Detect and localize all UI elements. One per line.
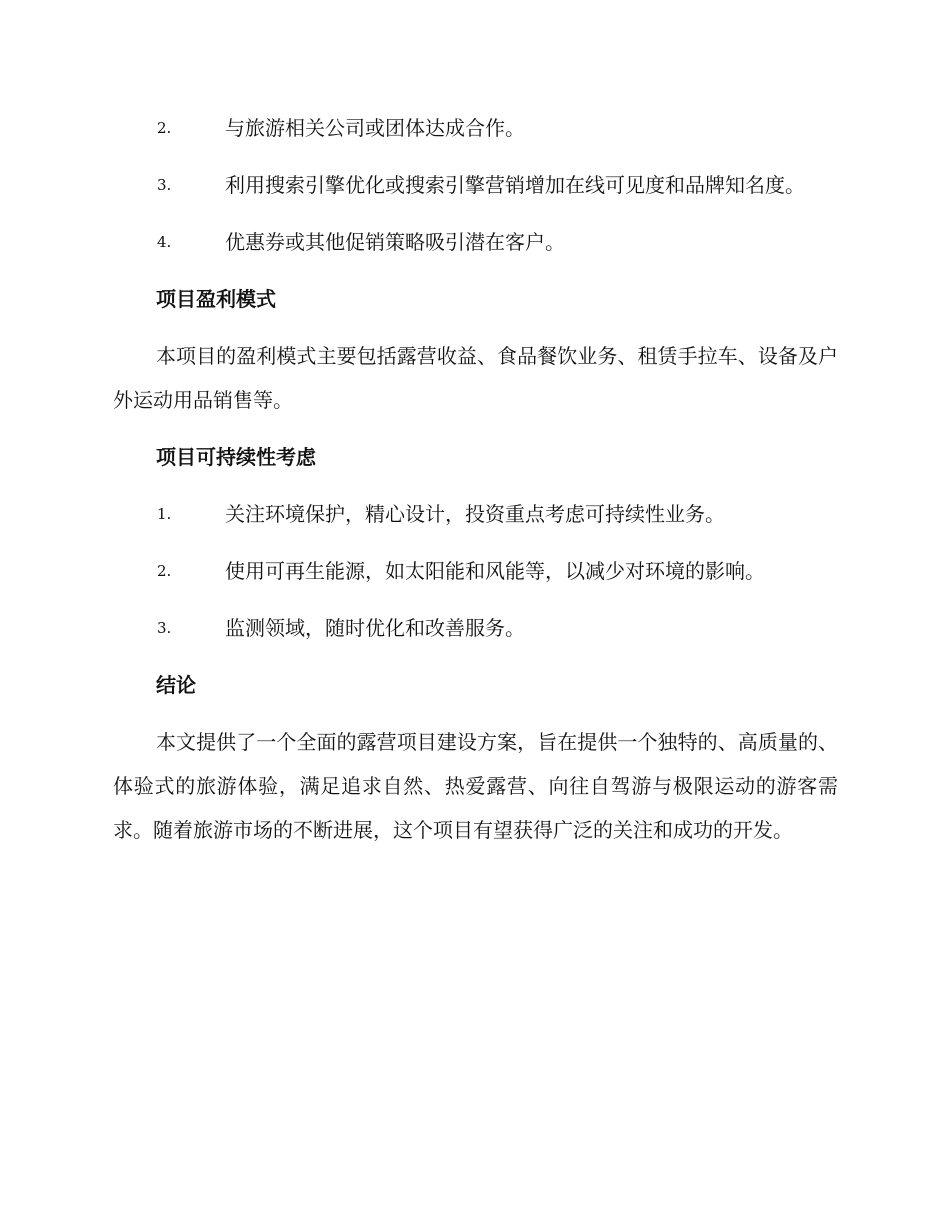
list-item xyxy=(113,163,838,207)
conclusion-paragraph: 本文提供了一个全面的露营项目建设方案，旨在提供一个独特的、高质量的、体验式的旅游体验，满足追求自然、热爱露营、向往自驾游与极限运动的游客需求。随着旅游市场的不断进展，这个项目有望获得广泛的关注和成功的开发。 xyxy=(113,730,838,842)
list-text: 监测领域，随时优化和改善服务。 xyxy=(225,616,525,640)
list-text: 与旅游相关公司或团体达成合作。 xyxy=(225,116,525,140)
document-content xyxy=(113,106,838,865)
section-heading-profit: 项目盈利模式 xyxy=(156,287,276,311)
list-number: 4. xyxy=(157,233,172,251)
list-number: 1. xyxy=(157,505,172,523)
list-item xyxy=(113,606,838,650)
list-number: 3. xyxy=(157,619,172,637)
list-item xyxy=(113,106,838,150)
list-text: 关注环境保护，精心设计，投资重点考虑可持续性业务。 xyxy=(225,502,725,526)
section-heading-sustainability: 项目可持续性考虑 xyxy=(156,445,316,469)
list-item xyxy=(113,549,838,593)
list-item xyxy=(113,220,838,264)
profit-paragraph: 本项目的盈利模式主要包括露营收益、食品餐饮业务、租赁手拉车、设备及户外运动用品销售等。 xyxy=(113,344,838,412)
list-item xyxy=(113,492,838,536)
list-number: 2. xyxy=(157,119,172,137)
list-number: 2. xyxy=(157,562,172,580)
list-text: 使用可再生能源，如太阳能和风能等，以减少对环境的影响。 xyxy=(225,559,765,583)
section-heading-conclusion: 结论 xyxy=(156,673,196,697)
list-text: 优惠券或其他促销策略吸引潜在客户。 xyxy=(225,230,565,254)
list-text: 利用搜索引擎优化或搜索引擎营销增加在线可见度和品牌知名度。 xyxy=(225,173,805,197)
list-number: 3. xyxy=(157,176,172,194)
